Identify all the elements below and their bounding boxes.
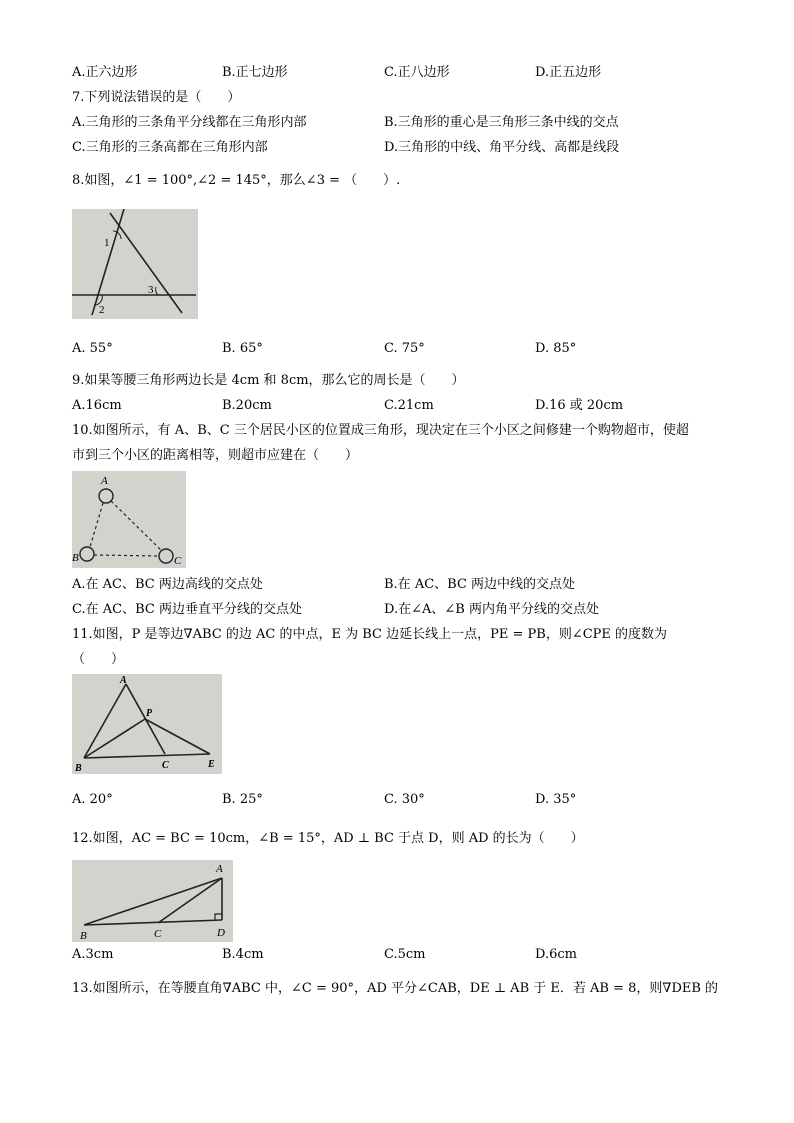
q11-figure xyxy=(72,674,222,774)
q8-label-3: 3 xyxy=(148,284,154,296)
q8-option-d: D. 85° xyxy=(535,341,577,356)
q7-option-a: A.三角形的三条角平分线都在三角形内部 xyxy=(72,115,307,130)
q7-stem: 7.下列说法错误的是（ ） xyxy=(72,90,241,105)
q9-option-d: D.16 或 20cm xyxy=(535,398,624,413)
q6-option-a: A.正六边形 xyxy=(72,65,138,80)
q11-stem-line1: 11.如图，P 是等边∇ABC 的边 AC 的中点，E 为 BC 边延长线上一点，PE = PB，则∠CPE 的度数为 xyxy=(72,627,668,642)
q11-label-b: B xyxy=(75,763,82,774)
q9-option-a: A.16cm xyxy=(72,398,122,413)
q11-option-c: C. 30° xyxy=(384,792,425,807)
q11-label-c: C xyxy=(162,760,169,771)
q10-label-b: B xyxy=(72,552,79,564)
q9-option-b: B.20cm xyxy=(222,398,272,413)
q12-option-b: B.4cm xyxy=(222,947,264,962)
q12-option-d: D.6cm xyxy=(535,947,577,962)
q12-label-c: C xyxy=(154,928,162,940)
q11-option-d: D. 35° xyxy=(535,792,577,807)
q12-label-a: A xyxy=(216,863,223,875)
q11-option-a: A. 20° xyxy=(72,792,113,807)
q6-option-b: B.正七边形 xyxy=(222,65,288,80)
q11-option-b: B. 25° xyxy=(222,792,263,807)
q12-stem: 12.如图，AC = BC = 10cm，∠B = 15°，AD ⊥ BC 于点 D，则 AD 的长为（ ） xyxy=(72,831,584,846)
q8-figure xyxy=(72,209,198,319)
q7-option-c: C.三角形的三条高都在三角形内部 xyxy=(72,140,268,155)
q12-figure xyxy=(72,860,233,942)
q11-label-p: P xyxy=(146,708,153,719)
q12-label-b: B xyxy=(80,930,87,942)
q11-stem-line2: （ ） xyxy=(72,652,125,667)
q10-option-a: A.在 AC、BC 两边高线的交点处 xyxy=(72,577,263,592)
q9-option-c: C.21cm xyxy=(384,398,434,413)
q10-option-b: B.在 AC、BC 两边中线的交点处 xyxy=(384,577,576,592)
q10-option-d: D.在∠A、∠B 两内角平分线的交点处 xyxy=(384,602,599,617)
q13-stem: 13.如图所示，在等腰直角∇ABC 中，∠C = 90°，AD 平分∠CAB，DE ⊥ AB 于 E．若 AB = 8，则∇DEB 的 xyxy=(72,981,719,996)
q11-label-a: A xyxy=(120,675,127,686)
q8-label-2: 2 xyxy=(99,304,105,316)
q10-stem-line1: 10.如图所示，有 A、B、C 三个居民小区的位置成三角形，现决定在三个小区之间修建一个购物超市，使超 xyxy=(72,423,689,438)
q10-option-c: C.在 AC、BC 两边垂直平分线的交点处 xyxy=(72,602,302,617)
q8-option-a: A. 55° xyxy=(72,341,113,356)
q8-label-1: 1 xyxy=(104,237,110,249)
q12-label-d: D xyxy=(217,927,225,939)
q6-option-d: D.正五边形 xyxy=(535,65,602,80)
q12-option-a: A.3cm xyxy=(72,947,114,962)
q8-option-c: C. 75° xyxy=(384,341,425,356)
q11-label-e: E xyxy=(208,759,215,770)
q7-option-d: D.三角形的中线、角平分线、高都是线段 xyxy=(384,140,620,155)
q10-stem-line2: 市到三个小区的距离相等，则超市应建在（ ） xyxy=(72,448,359,463)
q8-option-b: B. 65° xyxy=(222,341,263,356)
q8-stem: 8.如图，∠1 = 100°,∠2 = 145°，那么∠3 = （ ）. xyxy=(72,173,401,188)
q12-option-c: C.5cm xyxy=(384,947,426,962)
q10-label-c: C xyxy=(174,555,182,567)
q7-option-b: B.三角形的重心是三角形三条中线的交点 xyxy=(384,115,619,130)
q10-label-a: A xyxy=(101,475,108,487)
q10-figure xyxy=(72,471,186,568)
q9-stem: 9.如果等腰三角形两边长是 4cm 和 8cm，那么它的周长是（ ） xyxy=(72,373,465,388)
q6-option-c: C.正八边形 xyxy=(384,65,450,80)
